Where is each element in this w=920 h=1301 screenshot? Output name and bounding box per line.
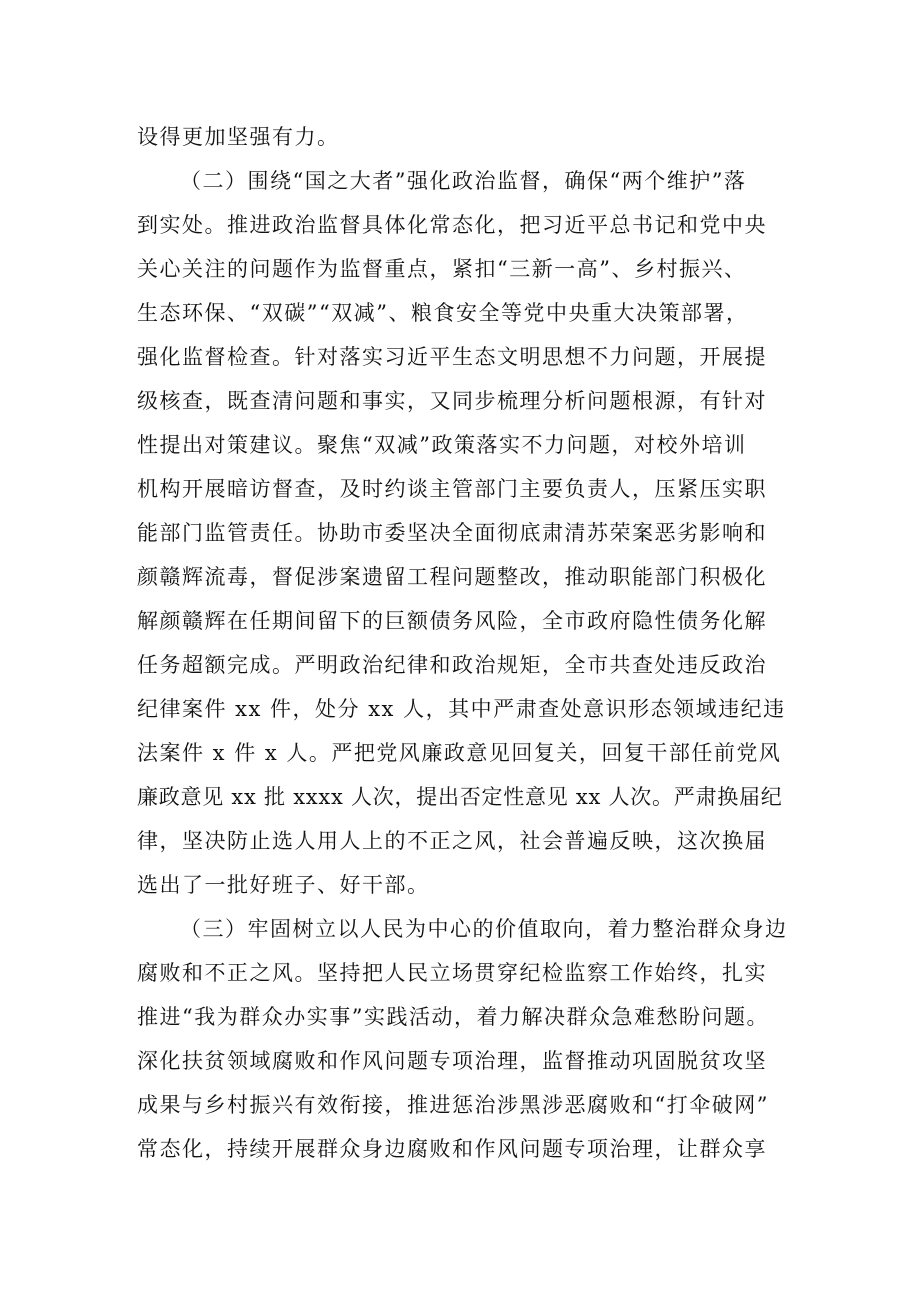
text-line: 到实处。推进政治监督具体化常态化，把习近平总书记和党中央	[137, 213, 767, 237]
text-line: 能部门监管责任。协助市委坚决全面彻底肃清苏荣案恶劣影响和	[137, 521, 767, 545]
text-line: 解颜赣辉在任期间留下的巨额债务风险，全市政府隐性债务化解	[137, 609, 767, 633]
text-line: 生态环保、“双碳”“双减”、粮食安全等党中央重大决策部署，	[137, 301, 749, 325]
text-line: 机构开展暗访督查，及时约谈主管部门主要负责人，压紧压实职	[137, 477, 767, 501]
section-heading-line: （二）围绕“国之大者”强化政治监督，确保“两个维护”落	[180, 169, 747, 193]
text-line: 法案件 x 件 x 人。严把党风廉政意见回复关，回复干部任前党风	[137, 741, 782, 765]
text-line: 颜赣辉流毒，督促涉案遗留工程问题整改，推动职能部门积极化	[137, 565, 767, 589]
text-line: 性提出对策建议。聚焦“双减”政策落实不力问题，对校外培训	[137, 433, 747, 457]
text-line: 设得更加坚强有力。	[137, 125, 340, 149]
text-line: 成果与乡村振兴有效衔接，推进惩治涉黑涉恶腐败和“打伞破网”	[137, 1093, 769, 1117]
text-line: 选出了一批好班子、好干部。	[137, 873, 430, 897]
section-heading-line: （三）牢固树立以人民为中心的价值取向，着力整治群众身边	[180, 917, 788, 941]
text-line: 推进“我为群众办实事”实践活动，着力解决群众急难愁盼问题。	[137, 1005, 769, 1029]
text-line: 律，坚决防止选人用人上的不正之风，社会普遍反映，这次换届	[137, 829, 767, 853]
text-line: 关心关注的问题作为监督重点，紧扣“三新一高”、乡村振兴、	[137, 257, 747, 281]
text-line: 任务超额完成。严明政治纪律和政治规矩，全市共查处违反政治	[137, 653, 767, 677]
text-line: 廉政意见 xx 批 xxxx 人次，提出否定性意见 xx 人次。严肃换届纪	[137, 785, 783, 809]
text-line: 强化监督检查。针对落实习近平生态文明思想不力问题，开展提	[137, 345, 767, 369]
text-line: 级核查，既查清问题和事实，又同步梳理分析问题根源，有针对	[137, 389, 767, 413]
text-line: 深化扶贫领域腐败和作风问题专项治理，监督推动巩固脱贫攻坚	[137, 1049, 767, 1073]
text-line: 常态化，持续开展群众身边腐败和作风问题专项治理，让群众享	[137, 1137, 767, 1161]
text-line: 腐败和不正之风。坚持把人民立场贯穿纪检监察工作始终，扎实	[137, 961, 767, 985]
text-line: 纪律案件 xx 件，处分 xx 人，其中严肃查处意识形态领域违纪违	[137, 697, 786, 721]
